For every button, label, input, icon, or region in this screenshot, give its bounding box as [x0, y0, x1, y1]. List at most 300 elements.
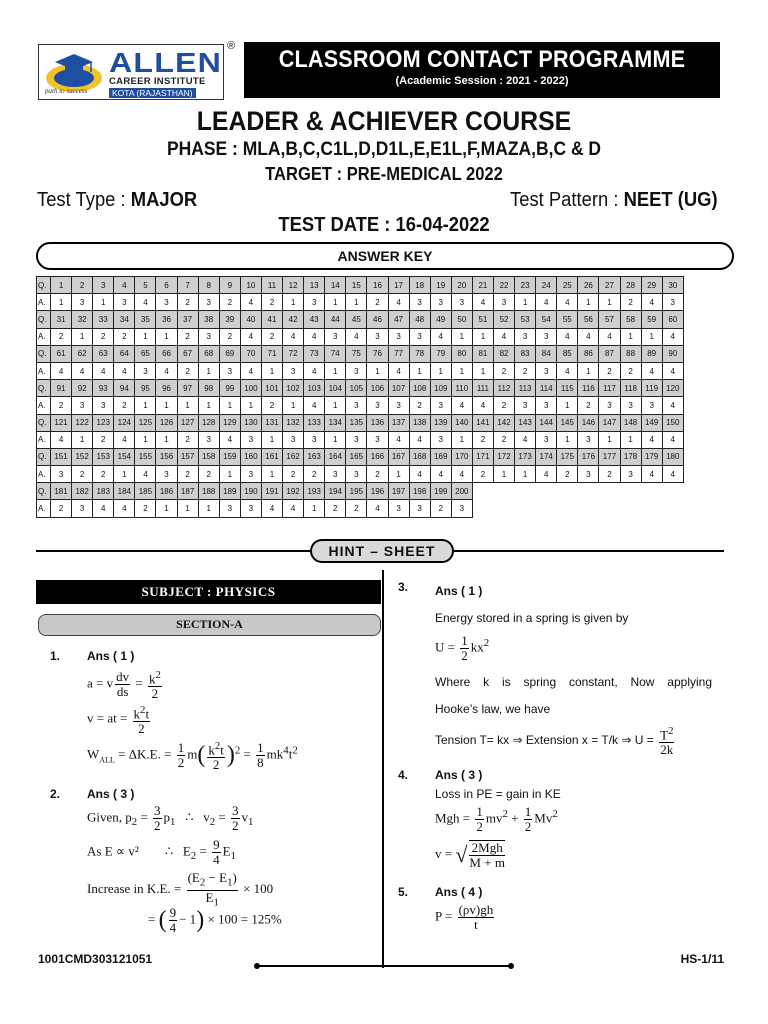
answer-cell: 1: [156, 328, 177, 345]
q5-answer: Ans ( 4 ): [435, 885, 483, 899]
answer-cell: 2: [93, 466, 114, 483]
answer-cell: 3: [219, 362, 240, 379]
answer-cell: 4: [430, 466, 451, 483]
logo-brand: ALLEN: [109, 47, 223, 78]
question-number-cell: 187: [177, 483, 198, 500]
question-number-cell: 150: [662, 414, 683, 431]
answer-cell: 1: [578, 294, 599, 311]
hint-sheet-title: HINT – SHEET: [328, 543, 436, 559]
question-number-cell: 80: [451, 345, 472, 362]
question-number-cell: 129: [219, 414, 240, 431]
answer-cell: 3: [409, 328, 430, 345]
question-number-cell: 45: [346, 311, 367, 328]
empty-cell: [515, 483, 536, 500]
question-number-cell: 17: [388, 277, 409, 294]
answer-cell: 3: [240, 500, 261, 517]
question-number-cell: 162: [283, 448, 304, 465]
question-number-cell: 39: [219, 311, 240, 328]
answer-cell: 3: [51, 466, 72, 483]
question-number-cell: 57: [599, 311, 620, 328]
q2-increase: Increase in K.E. = $\frac{(E_2 - E_1)}{E_1}$ × 100: [87, 870, 274, 909]
footer-dot-right: [508, 963, 514, 969]
question-number-cell: 18: [409, 277, 430, 294]
answer-cell: 2: [557, 466, 578, 483]
question-number-cell: 1: [51, 277, 72, 294]
question-number-cell: 120: [662, 380, 683, 397]
question-number-cell: 188: [198, 483, 219, 500]
answer-cell: 2: [177, 294, 198, 311]
answer-cell: 3: [346, 397, 367, 414]
answer-cell: 2: [304, 466, 325, 483]
question-number-cell: 102: [283, 380, 304, 397]
answer-cell: 1: [72, 431, 93, 448]
question-number-cell: 76: [367, 345, 388, 362]
answer-cell: 1: [51, 294, 72, 311]
answer-cell: 3: [430, 397, 451, 414]
question-number-cell: 54: [536, 311, 557, 328]
answer-cell: 3: [578, 431, 599, 448]
question-number-cell: 149: [641, 414, 662, 431]
question-number-cell: 40: [240, 311, 261, 328]
answer-cell: 3: [325, 328, 346, 345]
answer-cell: 1: [93, 294, 114, 311]
question-number-cell: 69: [219, 345, 240, 362]
question-number-cell: 164: [325, 448, 346, 465]
question-number-cell: 68: [198, 345, 219, 362]
answer-cell: 1: [493, 466, 514, 483]
question-number-cell: 21: [472, 277, 493, 294]
question-number-cell: 154: [114, 448, 135, 465]
question-row: [37, 448, 684, 465]
question-number-cell: 9: [219, 277, 240, 294]
answer-cell: 4: [135, 466, 156, 483]
answer-cell: 3: [388, 500, 409, 517]
question-number-cell: 182: [72, 483, 93, 500]
q2-result: = ( $\frac{9}{4}$ − 1) × 100 = 125%: [148, 905, 282, 935]
q2-as: As E ∝ v² ∴ $E_2$ = $\frac{9}{4}$ $E_1$: [87, 837, 236, 867]
answer-cell: 2: [472, 466, 493, 483]
answer-cell: 3: [93, 397, 114, 414]
question-number-cell: 61: [51, 345, 72, 362]
answer-cell: 3: [72, 397, 93, 414]
answer-cell: 3: [599, 397, 620, 414]
answer-cell: 1: [135, 328, 156, 345]
answer-cell: 1: [283, 294, 304, 311]
empty-cell: [578, 500, 599, 517]
answer-cell: 4: [240, 362, 261, 379]
question-number-cell: 63: [93, 345, 114, 362]
answer-cell: 4: [240, 328, 261, 345]
question-number-cell: 20: [451, 277, 472, 294]
answer-cell: 1: [177, 397, 198, 414]
q1-eq-v: v = at = $\frac{k^2t}{2}$: [87, 704, 150, 737]
empty-cell: [620, 500, 641, 517]
question-row: [37, 380, 684, 397]
question-number-cell: 147: [599, 414, 620, 431]
question-number-cell: 186: [156, 483, 177, 500]
answer-cell: 4: [409, 466, 430, 483]
question-number-cell: 198: [409, 483, 430, 500]
question-number-cell: 85: [557, 345, 578, 362]
empty-cell: [472, 500, 493, 517]
question-number-cell: 81: [472, 345, 493, 362]
question-number-cell: 112: [493, 380, 514, 397]
question-number-cell: 148: [620, 414, 641, 431]
question-number-cell: 111: [472, 380, 493, 397]
question-number-cell: 77: [388, 345, 409, 362]
question-number-cell: 132: [283, 414, 304, 431]
q-label: Q.: [37, 448, 51, 465]
answer-cell: 1: [557, 431, 578, 448]
question-number-cell: 98: [198, 380, 219, 397]
question-number-cell: 88: [620, 345, 641, 362]
question-number-cell: 7: [177, 277, 198, 294]
answer-row: [37, 294, 684, 311]
answer-cell: 3: [367, 328, 388, 345]
answer-cell: 3: [662, 294, 683, 311]
question-number-cell: 135: [346, 414, 367, 431]
answer-cell: 4: [641, 294, 662, 311]
question-number-cell: 165: [346, 448, 367, 465]
question-number-cell: 169: [430, 448, 451, 465]
question-number-cell: 91: [51, 380, 72, 397]
answer-cell: 4: [114, 500, 135, 517]
empty-cell: [515, 500, 536, 517]
answer-cell: 1: [240, 397, 261, 414]
answer-cell: 3: [409, 500, 430, 517]
answer-cell: 3: [240, 431, 261, 448]
question-number-cell: 190: [240, 483, 261, 500]
answer-cell: 2: [261, 328, 282, 345]
footer-dot-left: [254, 963, 260, 969]
q2-given-label: Given,: [87, 809, 123, 825]
answer-cell: 1: [219, 466, 240, 483]
question-number-cell: 75: [346, 345, 367, 362]
answer-cell: 4: [662, 397, 683, 414]
question-number-cell: 82: [493, 345, 514, 362]
answer-cell: 3: [346, 431, 367, 448]
question-number-cell: 194: [325, 483, 346, 500]
question-number-cell: 2: [72, 277, 93, 294]
question-number-cell: 195: [346, 483, 367, 500]
question-number-cell: 19: [430, 277, 451, 294]
q1-number: 1.: [50, 649, 61, 663]
question-number-cell: 155: [135, 448, 156, 465]
test-type-label: Test Type :: [37, 189, 126, 211]
q3-answer: Ans ( 1 ): [435, 584, 483, 598]
question-number-cell: 109: [430, 380, 451, 397]
answer-cell: 1: [515, 294, 536, 311]
answer-cell: 4: [662, 328, 683, 345]
question-number-cell: 131: [261, 414, 282, 431]
answer-cell: 4: [304, 362, 325, 379]
answer-cell: 4: [472, 397, 493, 414]
question-number-cell: 127: [177, 414, 198, 431]
answer-cell: 4: [641, 431, 662, 448]
question-number-cell: 14: [325, 277, 346, 294]
q2-answer: Ans ( 3 ): [87, 787, 135, 801]
question-number-cell: 177: [599, 448, 620, 465]
answer-cell: 3: [536, 328, 557, 345]
question-number-cell: 174: [536, 448, 557, 465]
answer-cell: 3: [388, 328, 409, 345]
answer-cell: 4: [388, 431, 409, 448]
answer-cell: 3: [304, 294, 325, 311]
answer-cell: 4: [283, 328, 304, 345]
q3-number: 3.: [398, 580, 409, 594]
empty-cell: [641, 500, 662, 517]
answer-cell: 3: [451, 500, 472, 517]
empty-cell: [662, 483, 683, 500]
answer-cell: 4: [557, 362, 578, 379]
question-number-cell: 172: [493, 448, 514, 465]
answer-cell: 2: [578, 397, 599, 414]
question-number-cell: 31: [51, 311, 72, 328]
answer-cell: 1: [451, 362, 472, 379]
question-number-cell: 24: [536, 277, 557, 294]
q3-eq-u: U = $\frac{1}{2}$ $kx^2$: [435, 633, 490, 663]
answer-cell: 1: [325, 397, 346, 414]
test-date: TEST DATE : 16-04-2022: [278, 214, 490, 236]
programme-title: CLASSROOM CONTACT PROGRAMME: [278, 46, 686, 73]
answer-cell: 2: [114, 397, 135, 414]
question-number-cell: 53: [515, 311, 536, 328]
answer-cell: 1: [261, 362, 282, 379]
answer-cell: 2: [493, 397, 514, 414]
question-number-cell: 168: [409, 448, 430, 465]
answer-cell: 1: [156, 397, 177, 414]
answer-cell: 2: [51, 397, 72, 414]
programme-banner: [244, 42, 720, 98]
answer-cell: 2: [283, 466, 304, 483]
test-pattern: [510, 189, 718, 212]
question-number-cell: 32: [72, 311, 93, 328]
answer-cell: 3: [72, 500, 93, 517]
question-number-cell: 179: [641, 448, 662, 465]
question-number-cell: 46: [367, 311, 388, 328]
answer-cell: 3: [430, 294, 451, 311]
answer-cell: 1: [304, 500, 325, 517]
footer-rule: [258, 965, 510, 967]
q3-line2: Where k is spring constant, Now applying: [435, 675, 712, 689]
answer-cell: 2: [261, 397, 282, 414]
question-number-cell: 49: [430, 311, 451, 328]
answer-cell: 3: [641, 397, 662, 414]
question-number-cell: 146: [578, 414, 599, 431]
a-label: A.: [37, 294, 51, 311]
answer-cell: 1: [620, 328, 641, 345]
question-number-cell: 56: [578, 311, 599, 328]
question-number-cell: 101: [261, 380, 282, 397]
page-number: HS-1/11: [680, 952, 724, 966]
question-number-cell: 26: [578, 277, 599, 294]
answer-cell: 3: [198, 431, 219, 448]
answer-cell: 4: [536, 466, 557, 483]
answer-cell: 2: [177, 431, 198, 448]
q-label: Q.: [37, 380, 51, 397]
question-number-cell: 197: [388, 483, 409, 500]
question-number-cell: 176: [578, 448, 599, 465]
question-number-cell: 170: [451, 448, 472, 465]
answer-cell: 2: [409, 397, 430, 414]
question-number-cell: 189: [219, 483, 240, 500]
q5-number: 5.: [398, 885, 409, 899]
logo-city: KOTA (RAJASTHAN): [109, 88, 196, 98]
document-code: 1001CMD303121051: [38, 952, 153, 966]
answer-cell: 1: [367, 362, 388, 379]
question-number-cell: 89: [641, 345, 662, 362]
question-number-cell: 100: [240, 380, 261, 397]
answer-cell: 3: [451, 294, 472, 311]
question-number-cell: 29: [641, 277, 662, 294]
answer-cell: 4: [367, 500, 388, 517]
question-number-cell: 141: [472, 414, 493, 431]
q1-eq-a: a = v $\frac{dv}{ds}$ = $\frac{k^2}{2}$: [87, 669, 161, 702]
question-number-cell: 41: [261, 311, 282, 328]
question-number-cell: 99: [219, 380, 240, 397]
question-number-cell: 103: [304, 380, 325, 397]
answer-cell: 1: [325, 431, 346, 448]
empty-cell: [599, 483, 620, 500]
question-number-cell: 156: [156, 448, 177, 465]
answer-cell: 4: [346, 328, 367, 345]
answer-cell: 4: [72, 362, 93, 379]
column-divider: [382, 570, 384, 968]
answer-cell: 1: [620, 431, 641, 448]
answer-cell: 1: [198, 500, 219, 517]
question-number-cell: 122: [72, 414, 93, 431]
question-number-cell: 178: [620, 448, 641, 465]
answer-cell: 4: [388, 294, 409, 311]
answer-cell: 1: [156, 431, 177, 448]
question-number-cell: 36: [156, 311, 177, 328]
answer-cell: 3: [219, 500, 240, 517]
answer-cell: 1: [135, 431, 156, 448]
empty-cell: [557, 483, 578, 500]
answer-cell: 2: [620, 294, 641, 311]
q3-tension-text: Tension T= kx ⇒ Extension x = T/k ⇒ U =: [435, 732, 654, 747]
answer-cell: 4: [662, 362, 683, 379]
question-row: [37, 277, 684, 294]
answer-key-heading: [36, 242, 734, 270]
answer-cell: 2: [367, 294, 388, 311]
answer-cell: 2: [219, 294, 240, 311]
answer-cell: 4: [261, 500, 282, 517]
question-number-cell: 185: [135, 483, 156, 500]
question-number-cell: 137: [388, 414, 409, 431]
answer-cell: 1: [578, 362, 599, 379]
question-number-cell: 72: [283, 345, 304, 362]
question-number-cell: 192: [283, 483, 304, 500]
answer-cell: 4: [599, 328, 620, 345]
logo-tagline: path to success: [45, 87, 88, 95]
question-number-cell: 28: [620, 277, 641, 294]
question-number-cell: 65: [135, 345, 156, 362]
question-number-cell: 200: [451, 483, 472, 500]
question-number-cell: 161: [261, 448, 282, 465]
answer-cell: 1: [472, 362, 493, 379]
question-row: [37, 414, 684, 431]
question-number-cell: 138: [409, 414, 430, 431]
answer-cell: 4: [93, 500, 114, 517]
a-label: A.: [37, 328, 51, 345]
question-number-cell: 105: [346, 380, 367, 397]
question-number-cell: 191: [261, 483, 282, 500]
question-number-cell: 59: [641, 311, 662, 328]
answer-cell: 1: [515, 466, 536, 483]
answer-row: [37, 328, 684, 345]
question-number-cell: 196: [367, 483, 388, 500]
answer-cell: 2: [599, 466, 620, 483]
answer-cell: 1: [219, 397, 240, 414]
question-number-cell: 6: [156, 277, 177, 294]
logo-subtitle: CAREER INSTITUTE: [109, 76, 206, 87]
answer-cell: 1: [261, 466, 282, 483]
question-number-cell: 119: [641, 380, 662, 397]
answer-cell: 4: [430, 328, 451, 345]
answer-cell: 3: [240, 466, 261, 483]
question-number-cell: 173: [515, 448, 536, 465]
question-number-cell: 74: [325, 345, 346, 362]
answer-cell: 3: [367, 431, 388, 448]
answer-cell: 1: [325, 362, 346, 379]
answer-cell: 2: [177, 466, 198, 483]
question-number-cell: 152: [72, 448, 93, 465]
question-number-cell: 104: [325, 380, 346, 397]
allen-logo: [38, 44, 224, 100]
answer-cell: 2: [493, 431, 514, 448]
question-number-cell: 83: [515, 345, 536, 362]
answer-cell: 4: [219, 431, 240, 448]
answer-key-title: ANSWER KEY: [337, 248, 433, 264]
test-type: [37, 189, 197, 212]
answer-cell: 4: [557, 294, 578, 311]
answer-cell: 4: [493, 328, 514, 345]
answer-cell: 4: [451, 397, 472, 414]
question-number-cell: 180: [662, 448, 683, 465]
answer-cell: 3: [620, 397, 641, 414]
answer-cell: 2: [93, 328, 114, 345]
question-number-cell: 67: [177, 345, 198, 362]
target-line: TARGET : PRE-MEDICAL 2022: [265, 164, 503, 184]
answer-cell: 1: [198, 362, 219, 379]
question-number-cell: 79: [430, 345, 451, 362]
question-number-cell: 143: [515, 414, 536, 431]
question-number-cell: 22: [493, 277, 514, 294]
q4-eq-v: v = √ $\frac{\text{2Mgh}}{M + m}$: [435, 840, 505, 870]
answer-cell: 2: [346, 500, 367, 517]
question-number-cell: 44: [325, 311, 346, 328]
answer-cell: 3: [198, 328, 219, 345]
q1-answer: Ans ( 1 ): [87, 649, 135, 663]
question-number-cell: 27: [599, 277, 620, 294]
answer-cell: 4: [51, 362, 72, 379]
answer-cell: 3: [578, 466, 599, 483]
question-number-cell: 171: [472, 448, 493, 465]
answer-row: [37, 362, 684, 379]
answer-cell: 3: [283, 362, 304, 379]
question-number-cell: 199: [430, 483, 451, 500]
answer-cell: 2: [620, 362, 641, 379]
question-number-cell: 95: [135, 380, 156, 397]
answer-cell: 1: [430, 362, 451, 379]
question-number-cell: 52: [493, 311, 514, 328]
question-number-cell: 184: [114, 483, 135, 500]
answer-cell: 4: [93, 362, 114, 379]
q2-as-label: As E ∝ v²: [87, 843, 139, 859]
answer-cell: 3: [409, 294, 430, 311]
answer-row: [37, 397, 684, 414]
